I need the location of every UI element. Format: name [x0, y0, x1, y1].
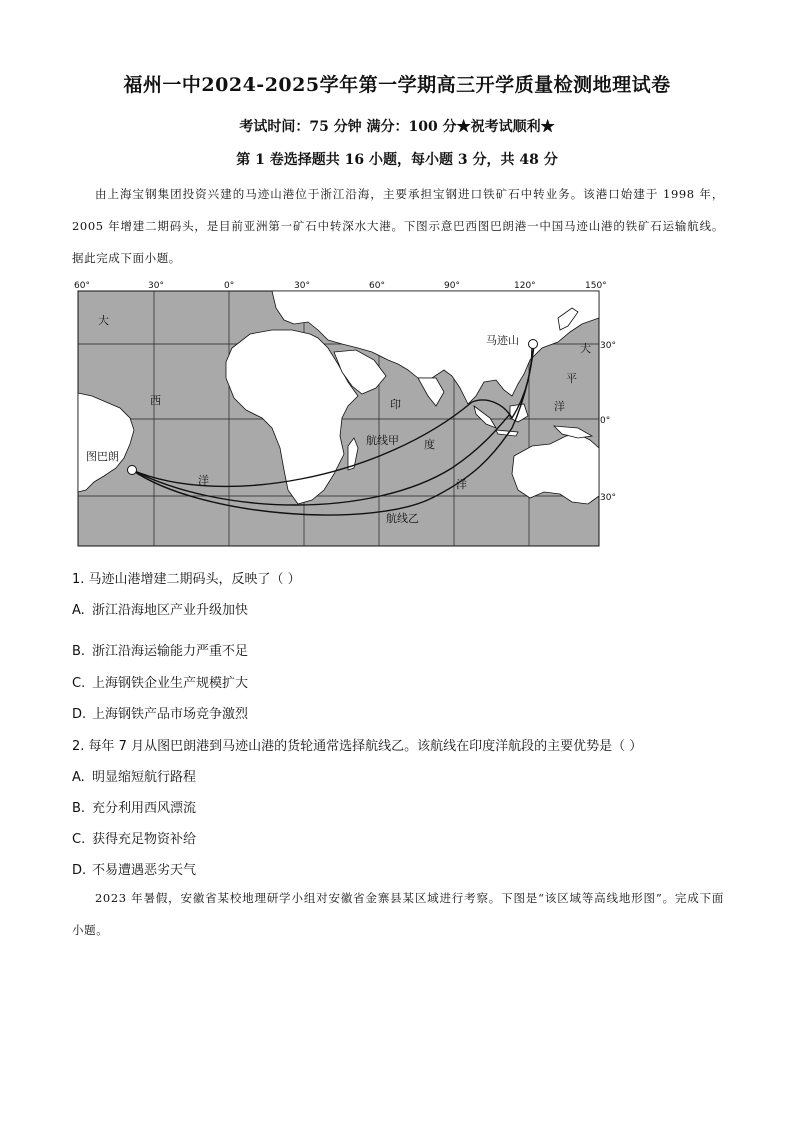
tick-30n: 30° [600, 341, 616, 351]
label-route-b: 航线乙 [386, 512, 419, 525]
passage-2: 2023 年暑假，安徽省某校地理研学小组对安徽省金寨县某区域进行考察。下图是“该区域等高线地形图”。完成下面小题。 [72, 891, 724, 937]
label-pacific-1: 大 [580, 342, 591, 355]
question-2-option-d: D. 不易遭遇恶劣天气 [72, 863, 197, 878]
question-1-option-d: D. 上海钢铁产品市场竞争激烈 [72, 707, 249, 722]
label-pacific-2: 平 [566, 372, 577, 385]
label-atlantic-3: 洋 [198, 474, 209, 487]
tick-30e: 30° [294, 281, 310, 291]
question-2-stem: 2. 每年 7 月从图巴朗港到马迹山港的货轮通常选择航线乙。该航线在印度洋航段的主要优势是（ ） [72, 739, 643, 754]
label-port-majishan: 马迹山 [486, 334, 519, 347]
tick-90e: 90° [444, 281, 460, 291]
question-1-option-b: B. 浙江沿海运输能力严重不足 [72, 644, 249, 659]
port-majishan-icon [529, 340, 538, 349]
label-indian-2: 度 [424, 438, 435, 451]
tick-120e: 120° [514, 281, 536, 291]
question-2-option-c: C. 获得充足物资补给 [72, 832, 197, 847]
question-2-option-b: B. 充分利用西风漂流 [72, 801, 197, 816]
shipping-route-map [72, 278, 616, 554]
label-atlantic-1: 大 [98, 314, 109, 327]
label-atlantic-2: 西 [150, 394, 161, 407]
exam-title: 福州一中2024-2025学年第一学期高三开学质量检测地理试卷 [123, 74, 671, 96]
passage-1: 由上海宝钢集团投资兴建的马迹山港位于浙江沿海，主要承担宝钢进口铁矿石中转业务。该港口始建于 1998 年，2005 年增建二期码头，是目前亚洲第一矿石中转深水大港。下图示意巴西图巴朗港一中国马迹山港的铁矿石运输航线。据此完成下面小题。 [72, 187, 724, 265]
question-2-option-a: A. 明显缩短航行路程 [72, 770, 197, 785]
exam-info: 考试时间：75 分钟 满分：100 分★祝考试顺利★ [239, 119, 555, 135]
tick-60e: 60° [369, 281, 385, 291]
label-pacific-3: 洋 [554, 400, 565, 413]
tick-30s: 30° [600, 493, 616, 503]
section-heading: 第 1 卷选择题共 16 小题，每小题 3 分，共 48 分 [236, 152, 558, 168]
tick-30w: 30° [148, 281, 164, 291]
tick-equator: 0° [600, 416, 611, 426]
question-1-option-a: A. 浙江沿海地区产业升级加快 [72, 603, 249, 618]
label-indian-3: 洋 [456, 478, 467, 491]
label-port-tubarao: 图巴朗 [86, 450, 119, 463]
tick-0: 0° [224, 281, 235, 291]
label-indian-1: 印 [390, 398, 401, 411]
port-tubarao-icon [128, 466, 137, 475]
tick-150e: 150° [585, 281, 607, 291]
tick-60w: 60° [74, 281, 90, 291]
label-route-a: 航线甲 [366, 434, 399, 447]
question-1-stem: 1. 马迹山港增建二期码头，反映了（ ） [72, 572, 301, 587]
question-1-option-c: C. 上海钢铁企业生产规模扩大 [72, 676, 249, 691]
